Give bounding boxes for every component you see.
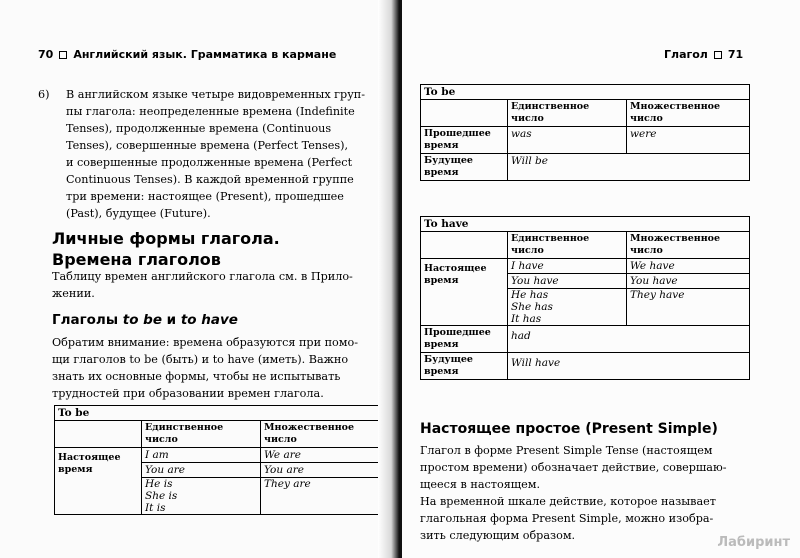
plural-forms: We are You are They are xyxy=(261,448,384,515)
item-6-marker: 6) xyxy=(38,88,50,101)
page-number: 71 xyxy=(727,48,744,61)
to-be-present-table xyxy=(54,405,384,515)
table-title: To be xyxy=(55,406,384,421)
table-title: To be xyxy=(421,85,750,100)
to-have-table: To have Единственное число Множественное число Настоящее время I have You have He has She has It has We have You have They have Прошедшее время had Будущее время Will have xyxy=(420,216,750,380)
present-simple-text: Глагол в форме Present Simple Tense (настоящем простом времени) обозначает действие, совершаю- щееся в настоящем. На временной шкале действие, которое называет глагольная форма Present Simple, можно изобра- зить следующим образом. xyxy=(420,444,727,542)
row-label-present: Настоящее время xyxy=(55,448,142,515)
singular-forms: I have You have He has She has It has xyxy=(508,259,627,326)
col-singular: Единственное число xyxy=(508,232,627,259)
singular-forms: I am You are He is She is It is xyxy=(142,448,261,515)
intro-text: Таблицу времен английского глагола см. в Прило- жении. xyxy=(52,270,353,300)
row-label-past: Прошедшее время xyxy=(421,127,508,154)
row-label-future: Будущее время xyxy=(421,353,508,380)
row-label-past: Прошедшее время xyxy=(421,326,508,353)
row-label-present: Настоящее время xyxy=(421,259,508,326)
table-title: To have xyxy=(421,217,750,232)
attention-text: Обратим внимание: времена образуются при помо- щи глаголов to be (быть) и to have (иметь). Важно знать их основные формы, чтобы не испытывать трудностей при образовании времен глагола. xyxy=(52,336,359,400)
section-title: Настоящее простое (Present Simple) xyxy=(420,421,718,437)
left-header xyxy=(38,48,336,61)
plural-forms: We have You have They have xyxy=(627,259,750,326)
left-page xyxy=(0,0,398,558)
subsection-title: Глаголы to be и to have xyxy=(52,312,238,328)
right-header xyxy=(664,48,743,61)
item-6-text: В английском языке четыре видовременных груп- пы глагола: неопределенные времена (Indefinite Tenses), продолженные времена (Continuous Tenses), совершенные времена (Perfect Tenses), и совершенные продолженные времена (Perfect Continuous Tenses). В каждой временной группе три времени: настоящее (Present), прошедшее (Past), будущее (Future). xyxy=(66,88,366,220)
square-icon xyxy=(59,51,67,59)
running-title: Английский язык. Грамматика в кармане xyxy=(73,48,337,61)
col-plural: Множественное число xyxy=(627,100,750,127)
right-page xyxy=(402,0,800,558)
watermark: Лабиринт xyxy=(717,535,790,550)
to-be-past-future-table: To be Единственное число Множественное число Прошедшее время was were Будущее время Will be xyxy=(420,84,750,181)
row-label-future: Будущее время xyxy=(421,154,508,181)
page-number: 70 xyxy=(38,48,54,61)
col-singular: Единственное число xyxy=(508,100,627,127)
col-singular: Единственное число xyxy=(142,421,261,448)
section-title: Личные формы глагола. Времена глаголов xyxy=(52,229,280,269)
col-plural: Множественное число xyxy=(261,421,384,448)
square-icon xyxy=(714,51,722,59)
running-title: Глагол xyxy=(664,48,708,61)
col-plural: Множественное число xyxy=(627,232,750,259)
